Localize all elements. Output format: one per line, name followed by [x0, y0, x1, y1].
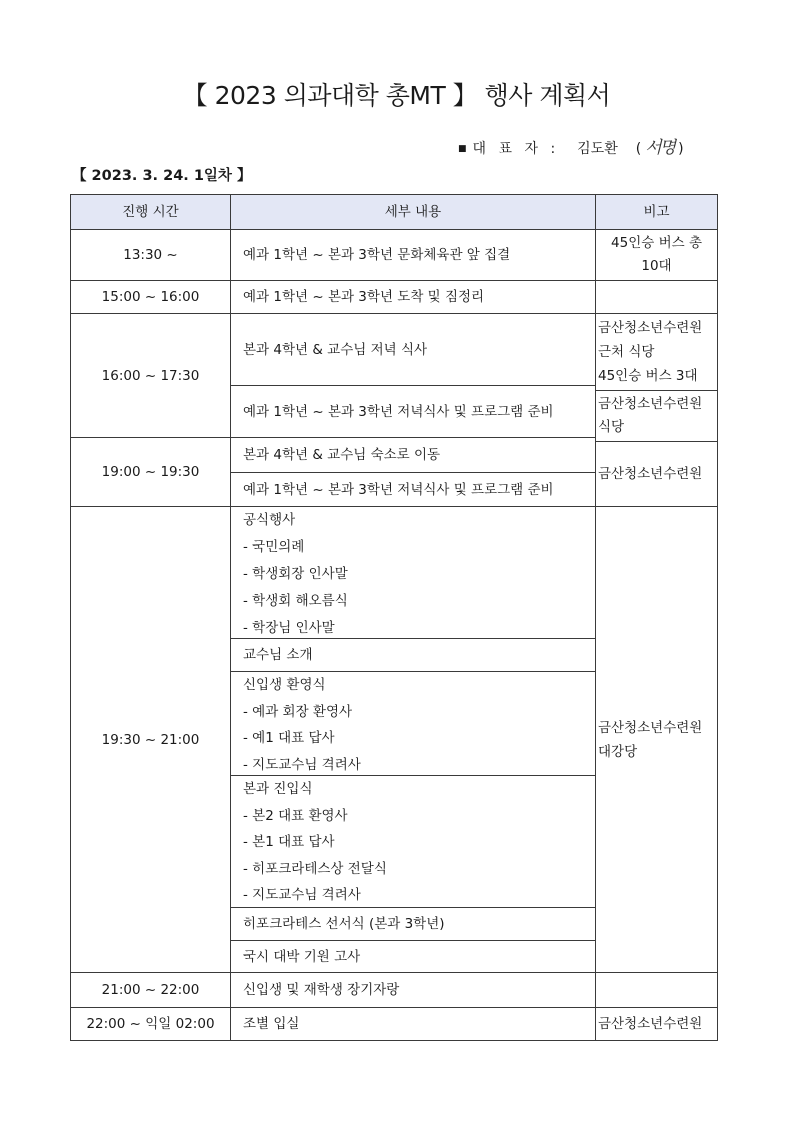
signature: 서명	[645, 138, 675, 158]
detail-line: - 본1 대표 답사	[243, 834, 335, 850]
time-cell: 15:00 ~ 16:00	[70, 280, 231, 314]
detail-line: - 예1 대표 답사	[243, 730, 335, 746]
detail-line: - 예과 회장 환영사	[243, 703, 353, 720]
note-cell: 금산청소년수련원	[595, 441, 718, 507]
header-detail: 세부 내용	[230, 194, 596, 230]
detail-line: - 본2 대표 환영사	[243, 807, 348, 824]
detail-cell-freshman-welcome	[230, 671, 596, 776]
representative-name: 김도환	[577, 141, 618, 157]
detail-cell: 조별 입실	[230, 1007, 596, 1041]
note-line: 금산청소년수련원	[598, 719, 703, 736]
note-line: 금산청소년수련원	[598, 396, 703, 412]
detail-line: 공식행사	[243, 512, 296, 528]
sign-close: )	[678, 141, 684, 157]
note-line: 금산청소년수련원	[598, 320, 703, 336]
detail-line: - 학장님 인사말	[243, 620, 335, 636]
time-cell: 19:30 ~ 21:00	[70, 506, 231, 973]
note-cell-empty	[595, 972, 718, 1008]
detail-cell: 본과 4학년 & 교수님 저녁 식사	[230, 313, 596, 386]
detail-line: 본과 진입식	[243, 781, 313, 797]
event-date: 【 2023. 3. 24. 1일차 】	[72, 168, 252, 184]
note-line: 근처 식당	[598, 344, 655, 360]
note-cell	[595, 506, 718, 973]
detail-line: - 지도교수님 격려사	[243, 756, 361, 773]
note-cell-empty	[595, 280, 718, 314]
header-note: 비고	[595, 194, 718, 230]
detail-cell: 예과 1학년 ~ 본과 3학년 문화체육관 앞 집결	[230, 229, 596, 281]
detail-cell: 교수님 소개	[230, 638, 596, 672]
sign-open: (	[635, 141, 642, 157]
detail-cell: 본과 4학년 & 교수님 숙소로 이동	[230, 437, 596, 473]
detail-line: - 국민의례	[243, 539, 305, 555]
detail-cell: 예과 1학년 ~ 본과 3학년 저녁식사 및 프로그램 준비	[230, 472, 596, 507]
note-line: 45인승 버스 총	[611, 235, 702, 251]
detail-cell: 히포크라테스 선서식 (본과 3학년)	[230, 907, 596, 941]
detail-cell: 국시 대박 기원 고사	[230, 940, 596, 973]
detail-cell: 예과 1학년 ~ 본과 3학년 도착 및 짐정리	[230, 280, 596, 314]
time-cell: 16:00 ~ 17:30	[70, 313, 231, 438]
note-line: 대강당	[598, 743, 638, 760]
note-cell: 금산청소년수련원	[595, 1007, 718, 1041]
detail-cell: 예과 1학년 ~ 본과 3학년 저녁식사 및 프로그램 준비	[230, 385, 596, 438]
time-cell: 13:30 ~	[70, 229, 231, 281]
detail-line: - 지도교수님 격려사	[243, 887, 361, 903]
time-cell: 19:00 ~ 19:30	[70, 437, 231, 507]
note-line: 10대	[641, 258, 672, 274]
representative-label: 대 표 자 :	[472, 141, 560, 157]
time-cell: 21:00 ~ 22:00	[70, 972, 231, 1008]
time-cell: 22:00 ~ 익일 02:00	[70, 1007, 231, 1041]
header-time: 진행 시간	[70, 194, 231, 230]
bullet-icon: ■	[458, 144, 467, 154]
note-line: 식당	[598, 419, 625, 435]
note-cell	[595, 313, 718, 391]
detail-line: 신입생 환영식	[243, 677, 326, 693]
detail-cell-official-ceremony	[230, 506, 596, 639]
note-cell	[595, 390, 718, 442]
document-title: 【 2023 의과대학 총MT 】 행사 계획서	[182, 81, 611, 110]
detail-line: - 학생회 해오름식	[243, 593, 348, 609]
detail-cell: 신입생 및 재학생 장기자랑	[230, 972, 596, 1008]
representative-line	[458, 133, 684, 158]
note-cell	[595, 229, 718, 281]
detail-line: - 히포크라테스상 전달식	[243, 860, 387, 877]
detail-line: - 학생회장 인사말	[243, 566, 348, 582]
detail-cell-main-course-entry	[230, 775, 596, 908]
note-line: 45인승 버스 3대	[598, 368, 698, 384]
